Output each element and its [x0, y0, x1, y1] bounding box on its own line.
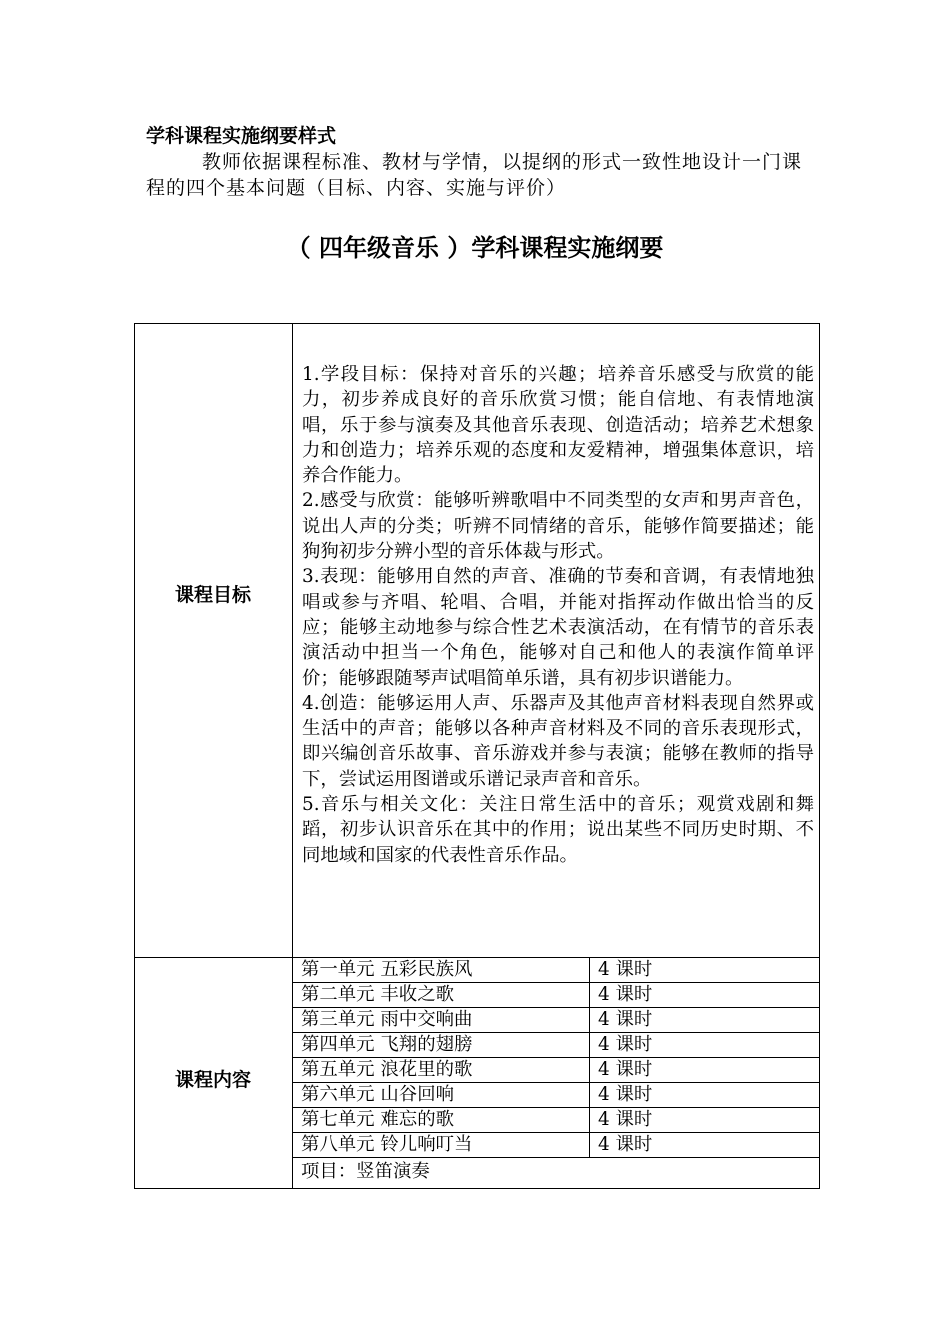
goal-item: 1.学段目标：保持对音乐的兴趣；培养音乐感受与欣赏的能力，初步养成良好的音乐欣赏习惯；能自信地、有表情地演唱，乐于参与演奏及其他音乐表现、创造活动；培养艺术想象力和创造力；培养乐观的态度和友爱精神，增强集体意识，培养合作能力。	[302, 364, 814, 487]
unit-row	[293, 1058, 819, 1083]
unit-hours: 4 课时	[598, 1134, 653, 1155]
unit-name: 第四单元 飞翔的翅膀	[301, 1034, 473, 1055]
content-label: 课程内容	[174, 1069, 251, 1091]
unit-name: 第三单元 雨中交响曲	[301, 1009, 473, 1030]
unit-row	[293, 958, 819, 983]
unit-row	[293, 983, 819, 1008]
unit-name: 第一单元 五彩民族风	[301, 959, 473, 980]
unit-hours: 4 课时	[598, 1034, 653, 1055]
unit-row	[293, 1083, 819, 1108]
goal-item: 5.音乐与相关文化：关注日常生活中的音乐；观赏戏剧和舞蹈，初步认识音乐在其中的作用；说出某些不同历史时期、不同地域和国家的代表性音乐作品。	[302, 794, 814, 866]
unit-hours: 4 课时	[598, 984, 653, 1005]
unit-name: 第八单元 铃儿响叮当	[301, 1134, 473, 1155]
unit-name: 第六单元 山谷回响	[301, 1084, 454, 1105]
doc-heading: 学科课程实施纲要样式	[146, 125, 337, 147]
project-row	[293, 1160, 819, 1185]
unit-row	[293, 1008, 819, 1033]
unit-hours: 4 课时	[598, 959, 653, 980]
unit-row	[293, 1033, 819, 1058]
goal-item: 3.表现：能够用自然的声音、准确的节奏和音调，有表情地独唱或参与齐唱、轮唱、合唱，并能对指挥动作做出恰当的反应；能够主动地参与综合性艺术表演活动，在有情节的音乐表演活动中担当一个角色，能够对自己和他人的表演作简单评价；能够跟随琴声试唱简单乐谱，具有初步识谱能力。	[302, 566, 814, 689]
project-text: 项目：竖笛演奏	[301, 1161, 430, 1182]
goals-label: 课程目标	[174, 584, 251, 606]
page-title: （ 四年级音乐 ）学科课程实施纲要	[286, 234, 664, 262]
goal-item: 4.创造：能够运用人声、乐器声及其他声音材料表现自然界或生活中的声音；能够以各种声音材料及不同的音乐表现形式，即兴编创音乐故事、音乐游戏并参与表演；能够在教师的指导下，尝试运用图谱或乐谱记录声音和音乐。	[302, 692, 814, 790]
unit-hours: 4 课时	[598, 1059, 653, 1080]
intro-paragraph: 教师依据课程标准、教材与学情，以提纲的形式一致性地设计一门课程的四个基本问题（目标、内容、实施与评价）	[146, 151, 803, 199]
unit-name: 第七单元 难忘的歌	[301, 1109, 454, 1130]
unit-name: 第五单元 浪花里的歌	[301, 1059, 473, 1080]
goals-list	[302, 362, 814, 868]
goal-item: 2.感受与欣赏：能够听辨歌唱中不同类型的女声和男声音色，说出人声的分类；听辨不同情绪的音乐，能够作简要描述；能狗狗初步分辨小型的音乐体裁与形式。	[302, 490, 814, 563]
unit-hours: 4 课时	[598, 1009, 653, 1030]
unit-hours: 4 课时	[598, 1084, 653, 1105]
unit-row	[293, 1133, 819, 1158]
unit-row	[293, 1108, 819, 1133]
unit-name: 第二单元 丰收之歌	[301, 984, 454, 1005]
unit-hours: 4 课时	[598, 1109, 653, 1130]
